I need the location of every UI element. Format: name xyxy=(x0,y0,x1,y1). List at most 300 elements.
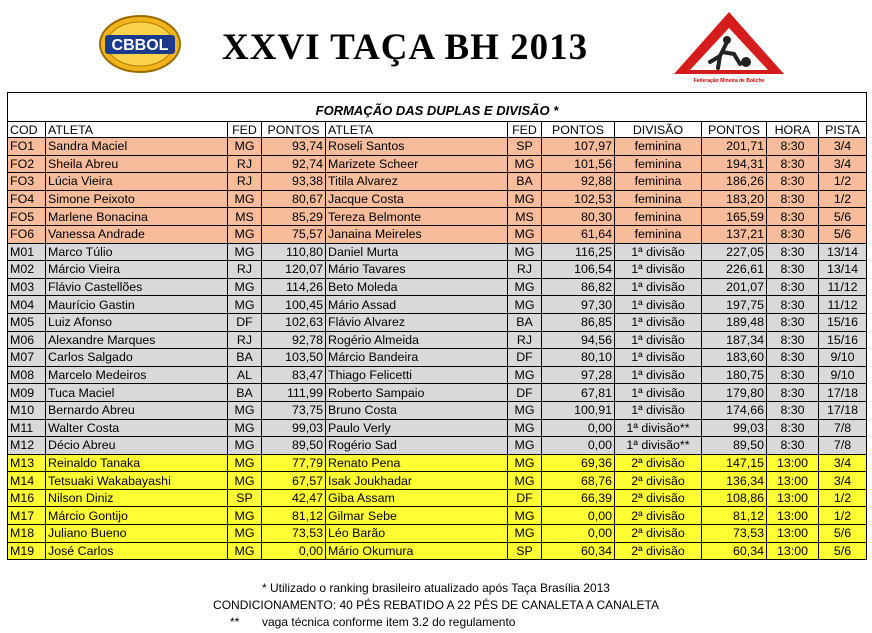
cell-cod: M12 xyxy=(8,437,46,455)
table-row xyxy=(8,349,867,367)
cell-fed-2: MG xyxy=(508,296,542,314)
cell-fed-1: RJ xyxy=(228,331,262,349)
cell-fed-1: BA xyxy=(228,384,262,402)
table-row xyxy=(8,155,867,173)
cell-fed-2: DF xyxy=(508,349,542,367)
table-row xyxy=(8,366,867,384)
cell-pista: 9/10 xyxy=(819,349,867,367)
cell-pontos-total: 226,61 xyxy=(702,261,767,279)
cell-cod: FO5 xyxy=(8,208,46,226)
cell-fed-1: MG xyxy=(228,507,262,525)
cell-atleta-1: Tuca Maciel xyxy=(46,384,228,402)
cell-fed-1: MG xyxy=(228,454,262,472)
cell-pontos-2: 0,00 xyxy=(542,437,615,455)
table-row xyxy=(8,437,867,455)
cell-divisao: 1ª divisão xyxy=(615,261,702,279)
cell-fed-2: DF xyxy=(508,489,542,507)
cell-fed-2: MG xyxy=(508,454,542,472)
cell-pista: 13/14 xyxy=(819,261,867,279)
cell-pista: 3/4 xyxy=(819,454,867,472)
col-header-fed-1: FED xyxy=(228,122,262,138)
col-header-pista: PISTA xyxy=(819,122,867,138)
cell-atleta-2: Mário Okumura xyxy=(326,542,508,560)
cell-atleta-1: Reinaldo Tanaka xyxy=(46,454,228,472)
cell-pista: 1/2 xyxy=(819,173,867,191)
table-caption-row xyxy=(8,93,867,122)
cell-hora: 8:30 xyxy=(767,437,819,455)
cell-pontos-total: 187,34 xyxy=(702,331,767,349)
cell-fed-1: DF xyxy=(228,313,262,331)
cell-pontos-1: 102,63 xyxy=(262,313,326,331)
cell-pontos-2: 60,34 xyxy=(542,542,615,560)
table-row xyxy=(8,225,867,243)
cell-hora: 8:30 xyxy=(767,331,819,349)
cell-pontos-2: 67,81 xyxy=(542,384,615,402)
col-header-hora: HORA xyxy=(767,122,819,138)
table-row xyxy=(8,208,867,226)
cell-hora: 13:00 xyxy=(767,454,819,472)
cell-fed-2: MS xyxy=(508,208,542,226)
cell-pontos-1: 85,29 xyxy=(262,208,326,226)
cell-fed-2: MG xyxy=(508,525,542,543)
cell-divisao: 1ª divisão xyxy=(615,401,702,419)
cell-fed-2: SP xyxy=(508,542,542,560)
cell-hora: 13:00 xyxy=(767,489,819,507)
cell-hora: 8:30 xyxy=(767,313,819,331)
cell-pista: 1/2 xyxy=(819,507,867,525)
cell-divisao: feminina xyxy=(615,173,702,191)
footnote-mark: ** xyxy=(230,615,240,629)
cell-atleta-2: Flávio Alvarez xyxy=(326,313,508,331)
cell-divisao: feminina xyxy=(615,225,702,243)
cell-atleta-2: Rogério Almeida xyxy=(326,331,508,349)
cell-pontos-1: 77,79 xyxy=(262,454,326,472)
cell-pontos-total: 89,50 xyxy=(702,437,767,455)
cell-divisao: feminina xyxy=(615,190,702,208)
table-row xyxy=(8,525,867,543)
cell-pontos-1: 120,07 xyxy=(262,261,326,279)
cell-atleta-2: Mário Tavares xyxy=(326,261,508,279)
cell-pista: 17/18 xyxy=(819,384,867,402)
footnote-ranking: * Utilizado o ranking brasileiro atualizado após Taça Brasília 2013 xyxy=(262,581,610,595)
table-row xyxy=(8,173,867,191)
pairs-table xyxy=(7,92,867,560)
cell-atleta-1: Nilson Diniz xyxy=(46,489,228,507)
cell-fed-2: MG xyxy=(508,507,542,525)
cell-hora: 8:30 xyxy=(767,278,819,296)
cell-divisao: 1ª divisão xyxy=(615,349,702,367)
cell-pontos-2: 97,30 xyxy=(542,296,615,314)
cell-pontos-total: 137,21 xyxy=(702,225,767,243)
cell-fed-2: MG xyxy=(508,190,542,208)
cell-hora: 8:30 xyxy=(767,366,819,384)
cell-atleta-2: Paulo Verly xyxy=(326,419,508,437)
document-header xyxy=(0,0,872,92)
cell-pontos-total: 165,59 xyxy=(702,208,767,226)
col-header-pontos-total: PONTOS xyxy=(702,122,767,138)
cell-pontos-2: 80,10 xyxy=(542,349,615,367)
cell-pontos-total: 194,31 xyxy=(702,155,767,173)
cell-fed-2: RJ xyxy=(508,261,542,279)
cell-pontos-1: 111,99 xyxy=(262,384,326,402)
cell-fed-1: MG xyxy=(228,542,262,560)
cell-pista: 5/6 xyxy=(819,525,867,543)
cell-cod: M01 xyxy=(8,243,46,261)
cell-hora: 8:30 xyxy=(767,155,819,173)
table-row xyxy=(8,261,867,279)
cell-atleta-1: Vanessa Andrade xyxy=(46,225,228,243)
cell-atleta-1: Marco Túlio xyxy=(46,243,228,261)
cell-pista: 3/4 xyxy=(819,138,867,156)
cell-atleta-1: Bernardo Abreu xyxy=(46,401,228,419)
cell-fed-1: MG xyxy=(228,525,262,543)
cell-atleta-2: Isak Joukhadar xyxy=(326,472,508,490)
cell-hora: 8:30 xyxy=(767,401,819,419)
cell-hora: 13:00 xyxy=(767,507,819,525)
cell-fed-1: MG xyxy=(228,401,262,419)
cell-cod: M16 xyxy=(8,489,46,507)
cell-hora: 13:00 xyxy=(767,525,819,543)
cell-fed-1: MG xyxy=(228,190,262,208)
table-row xyxy=(8,542,867,560)
cell-atleta-1: Juliano Bueno xyxy=(46,525,228,543)
cell-fed-2: BA xyxy=(508,313,542,331)
cell-pontos-1: 73,53 xyxy=(262,525,326,543)
cell-fed-2: MG xyxy=(508,419,542,437)
cell-cod: FO3 xyxy=(8,173,46,191)
cell-atleta-1: Carlos Salgado xyxy=(46,349,228,367)
cell-pontos-1: 93,74 xyxy=(262,138,326,156)
cell-atleta-2: Beto Moleda xyxy=(326,278,508,296)
table-row xyxy=(8,401,867,419)
cell-fed-2: BA xyxy=(508,173,542,191)
cell-pontos-total: 147,15 xyxy=(702,454,767,472)
cell-hora: 8:30 xyxy=(767,208,819,226)
cell-atleta-1: Simone Peixoto xyxy=(46,190,228,208)
table-row xyxy=(8,190,867,208)
cell-fed-1: MG xyxy=(228,437,262,455)
cell-atleta-2: Jacque Costa xyxy=(326,190,508,208)
cell-pontos-2: 86,82 xyxy=(542,278,615,296)
cell-atleta-2: Léo Barão xyxy=(326,525,508,543)
cell-pontos-1: 110,80 xyxy=(262,243,326,261)
cell-fed-1: AL xyxy=(228,366,262,384)
cell-atleta-1: Luiz Afonso xyxy=(46,313,228,331)
cell-hora: 8:30 xyxy=(767,138,819,156)
cell-hora: 8:30 xyxy=(767,173,819,191)
footnote-condicionamento: CONDICIONAMENTO: 40 PÉS REBATIDO A 22 PÉS DE CANALETA A CANALETA xyxy=(213,598,659,612)
cell-cod: M08 xyxy=(8,366,46,384)
cell-pontos-2: 61,64 xyxy=(542,225,615,243)
table-row xyxy=(8,296,867,314)
cell-pista: 15/16 xyxy=(819,313,867,331)
cell-pontos-1: 83,47 xyxy=(262,366,326,384)
cell-pontos-1: 92,78 xyxy=(262,331,326,349)
cell-fed-2: DF xyxy=(508,384,542,402)
cell-atleta-1: Alexandre Marques xyxy=(46,331,228,349)
cell-atleta-1: Márcio Vieira xyxy=(46,261,228,279)
cell-pontos-total: 189,48 xyxy=(702,313,767,331)
cell-divisao: 2ª divisão xyxy=(615,489,702,507)
footnote-vaga-tecnica xyxy=(230,614,872,631)
cell-atleta-1: Flávio Castellões xyxy=(46,278,228,296)
table-row xyxy=(8,278,867,296)
cell-cod: M07 xyxy=(8,349,46,367)
table-row xyxy=(8,419,867,437)
cell-divisao: 1ª divisão xyxy=(615,366,702,384)
cell-atleta-2: Roberto Sampaio xyxy=(326,384,508,402)
cell-pista: 7/8 xyxy=(819,419,867,437)
cell-divisao: 1ª divisão** xyxy=(615,437,702,455)
cell-atleta-1: Sheila Abreu xyxy=(46,155,228,173)
cell-atleta-2: Mário Assad xyxy=(326,296,508,314)
cell-pontos-2: 68,76 xyxy=(542,472,615,490)
cell-pontos-2: 0,00 xyxy=(542,419,615,437)
cell-pontos-1: 42,47 xyxy=(262,489,326,507)
cell-cod: M18 xyxy=(8,525,46,543)
cell-pontos-1: 75,57 xyxy=(262,225,326,243)
cell-pista: 3/4 xyxy=(819,472,867,490)
cell-hora: 8:30 xyxy=(767,190,819,208)
cell-cod: M19 xyxy=(8,542,46,560)
cell-pista: 5/6 xyxy=(819,225,867,243)
table-row xyxy=(8,331,867,349)
cell-atleta-2: Gilmar Sebe xyxy=(326,507,508,525)
table-row xyxy=(8,243,867,261)
cell-hora: 8:30 xyxy=(767,349,819,367)
cell-pontos-1: 92,74 xyxy=(262,155,326,173)
cell-cod: M05 xyxy=(8,313,46,331)
cell-pontos-total: 183,20 xyxy=(702,190,767,208)
cell-atleta-1: Décio Abreu xyxy=(46,437,228,455)
cell-fed-1: MG xyxy=(228,225,262,243)
cell-pista: 13/14 xyxy=(819,243,867,261)
cell-pontos-2: 106,54 xyxy=(542,261,615,279)
cell-cod: M02 xyxy=(8,261,46,279)
cbbol-logo xyxy=(96,13,184,75)
col-header-atleta-1: ATLETA xyxy=(46,122,228,138)
cell-atleta-2: Tereza Belmonte xyxy=(326,208,508,226)
cell-pontos-2: 92,88 xyxy=(542,173,615,191)
cell-hora: 8:30 xyxy=(767,296,819,314)
cell-pontos-2: 66,39 xyxy=(542,489,615,507)
cell-pontos-1: 89,50 xyxy=(262,437,326,455)
col-header-fed-2: FED xyxy=(508,122,542,138)
cell-fed-1: BA xyxy=(228,349,262,367)
cell-cod: M04 xyxy=(8,296,46,314)
cell-cod: FO6 xyxy=(8,225,46,243)
cell-pista: 9/10 xyxy=(819,366,867,384)
cell-pontos-total: 179,80 xyxy=(702,384,767,402)
cell-atleta-2: Roseli Santos xyxy=(326,138,508,156)
cell-cod: M13 xyxy=(8,454,46,472)
cell-pontos-2: 69,36 xyxy=(542,454,615,472)
cell-atleta-1: Sandra Maciel xyxy=(46,138,228,156)
cell-divisao: 2ª divisão xyxy=(615,454,702,472)
cell-fed-2: MG xyxy=(508,155,542,173)
cell-fed-1: MG xyxy=(228,278,262,296)
cell-pista: 3/4 xyxy=(819,155,867,173)
cell-pontos-total: 197,75 xyxy=(702,296,767,314)
cell-cod: M14 xyxy=(8,472,46,490)
col-header-divisao: DIVISÃO xyxy=(615,122,702,138)
page-title: XXVI TAÇA BH 2013 xyxy=(222,27,589,68)
cell-fed-1: MG xyxy=(228,419,262,437)
cell-divisao: 2ª divisão xyxy=(615,472,702,490)
cell-fed-1: RJ xyxy=(228,155,262,173)
cell-pista: 1/2 xyxy=(819,489,867,507)
cell-atleta-2: Daniel Murta xyxy=(326,243,508,261)
cell-pontos-2: 0,00 xyxy=(542,507,615,525)
cell-cod: M17 xyxy=(8,507,46,525)
cell-hora: 8:30 xyxy=(767,261,819,279)
cell-fed-2: SP xyxy=(508,138,542,156)
table-row xyxy=(8,489,867,507)
cell-pontos-total: 201,07 xyxy=(702,278,767,296)
cell-divisao: 2ª divisão xyxy=(615,507,702,525)
cell-pontos-2: 97,28 xyxy=(542,366,615,384)
cell-pontos-total: 174,66 xyxy=(702,401,767,419)
table-row xyxy=(8,313,867,331)
cell-cod: M06 xyxy=(8,331,46,349)
cell-divisao: feminina xyxy=(615,155,702,173)
federation-logo xyxy=(670,10,788,86)
cell-pista: 11/12 xyxy=(819,296,867,314)
cell-pontos-2: 94,56 xyxy=(542,331,615,349)
cell-divisao: 1ª divisão xyxy=(615,331,702,349)
cell-divisao: 1ª divisão xyxy=(615,278,702,296)
cell-divisao: 1ª divisão xyxy=(615,243,702,261)
cell-hora: 13:00 xyxy=(767,472,819,490)
cell-atleta-2: Márcio Bandeira xyxy=(326,349,508,367)
cell-pontos-total: 60,34 xyxy=(702,542,767,560)
cell-pontos-2: 116,25 xyxy=(542,243,615,261)
cell-fed-1: MG xyxy=(228,296,262,314)
cell-cod: FO4 xyxy=(8,190,46,208)
cell-atleta-2: Thiago Felicetti xyxy=(326,366,508,384)
cell-pontos-total: 81,12 xyxy=(702,507,767,525)
cell-fed-1: MG xyxy=(228,472,262,490)
cell-divisao: feminina xyxy=(615,208,702,226)
cell-divisao: 1ª divisão** xyxy=(615,419,702,437)
table-row xyxy=(8,384,867,402)
cell-pontos-total: 183,60 xyxy=(702,349,767,367)
cell-hora: 8:30 xyxy=(767,243,819,261)
cell-divisao: feminina xyxy=(615,138,702,156)
table-row xyxy=(8,454,867,472)
cell-atleta-1: José Carlos xyxy=(46,542,228,560)
cell-pontos-2: 0,00 xyxy=(542,525,615,543)
cell-pista: 7/8 xyxy=(819,437,867,455)
cell-pontos-total: 73,53 xyxy=(702,525,767,543)
col-header-pontos-2: PONTOS xyxy=(542,122,615,138)
cell-pontos-total: 227,05 xyxy=(702,243,767,261)
cell-pontos-total: 180,75 xyxy=(702,366,767,384)
cell-fed-2: RJ xyxy=(508,331,542,349)
cell-pontos-total: 186,26 xyxy=(702,173,767,191)
cell-divisao: 2ª divisão xyxy=(615,525,702,543)
footnote-vaga-text: vaga técnica conforme item 3.2 do regulamento xyxy=(262,615,516,629)
cell-atleta-2: Marizete Scheer xyxy=(326,155,508,173)
cell-pontos-1: 93,38 xyxy=(262,173,326,191)
cell-pontos-1: 73,75 xyxy=(262,401,326,419)
table-row xyxy=(8,138,867,156)
federation-name: Federação Mineira de Boliche xyxy=(693,78,765,84)
cell-hora: 8:30 xyxy=(767,384,819,402)
cell-cod: M11 xyxy=(8,419,46,437)
cell-pontos-1: 103,50 xyxy=(262,349,326,367)
cell-pontos-total: 99,03 xyxy=(702,419,767,437)
cell-pontos-1: 99,03 xyxy=(262,419,326,437)
cell-atleta-2: Bruno Costa xyxy=(326,401,508,419)
cell-atleta-1: Tetsuaki Wakabayashi xyxy=(46,472,228,490)
cell-divisao: 2ª divisão xyxy=(615,542,702,560)
cell-pontos-1: 114,26 xyxy=(262,278,326,296)
cell-pontos-1: 67,57 xyxy=(262,472,326,490)
cell-hora: 8:30 xyxy=(767,419,819,437)
col-header-cod: COD xyxy=(8,122,46,138)
cell-divisao: 1ª divisão xyxy=(615,384,702,402)
cell-fed-2: MG xyxy=(508,243,542,261)
cell-hora: 8:30 xyxy=(767,225,819,243)
cell-fed-2: MG xyxy=(508,472,542,490)
cell-pontos-1: 80,67 xyxy=(262,190,326,208)
cell-atleta-2: Rogério Sad xyxy=(326,437,508,455)
col-header-atleta-2: ATLETA xyxy=(326,122,508,138)
cell-divisao: 1ª divisão xyxy=(615,296,702,314)
cell-cod: FO2 xyxy=(8,155,46,173)
cell-pista: 5/6 xyxy=(819,542,867,560)
col-header-pontos-1: PONTOS xyxy=(262,122,326,138)
cell-fed-1: RJ xyxy=(228,261,262,279)
cell-atleta-2: Renato Pena xyxy=(326,454,508,472)
cell-fed-1: SP xyxy=(228,489,262,507)
cell-fed-1: MG xyxy=(228,243,262,261)
cell-atleta-1: Maurício Gastin xyxy=(46,296,228,314)
cell-pontos-2: 80,30 xyxy=(542,208,615,226)
cell-pontos-total: 108,86 xyxy=(702,489,767,507)
cell-fed-2: MG xyxy=(508,401,542,419)
cell-fed-1: RJ xyxy=(228,173,262,191)
svg-text:CBBOL: CBBOL xyxy=(111,37,169,54)
cell-pista: 15/16 xyxy=(819,331,867,349)
cell-fed-2: MG xyxy=(508,437,542,455)
cell-fed-1: MG xyxy=(228,138,262,156)
cell-pontos-total: 201,71 xyxy=(702,138,767,156)
cell-fed-2: MG xyxy=(508,366,542,384)
cell-atleta-1: Marlene Bonacina xyxy=(46,208,228,226)
cell-atleta-1: Márcio Gontijo xyxy=(46,507,228,525)
cell-pontos-1: 0,00 xyxy=(262,542,326,560)
cell-fed-1: MS xyxy=(228,208,262,226)
cell-pontos-2: 107,97 xyxy=(542,138,615,156)
cell-fed-2: MG xyxy=(508,225,542,243)
footnotes xyxy=(0,580,872,631)
cell-cod: M09 xyxy=(8,384,46,402)
cell-atleta-1: Lúcia Vieira xyxy=(46,173,228,191)
cell-atleta-2: Titila Alvarez xyxy=(326,173,508,191)
cell-divisao: 1ª divisão xyxy=(615,313,702,331)
cell-hora: 13:00 xyxy=(767,542,819,560)
table-header-row xyxy=(8,122,867,138)
cell-pista: 5/6 xyxy=(819,208,867,226)
cell-pista: 17/18 xyxy=(819,401,867,419)
cell-pontos-total: 136,34 xyxy=(702,472,767,490)
cell-pontos-2: 86,85 xyxy=(542,313,615,331)
table-caption: FORMAÇÃO DAS DUPLAS E DIVISÃO * xyxy=(8,93,867,122)
cell-pontos-2: 102,53 xyxy=(542,190,615,208)
table-row xyxy=(8,507,867,525)
